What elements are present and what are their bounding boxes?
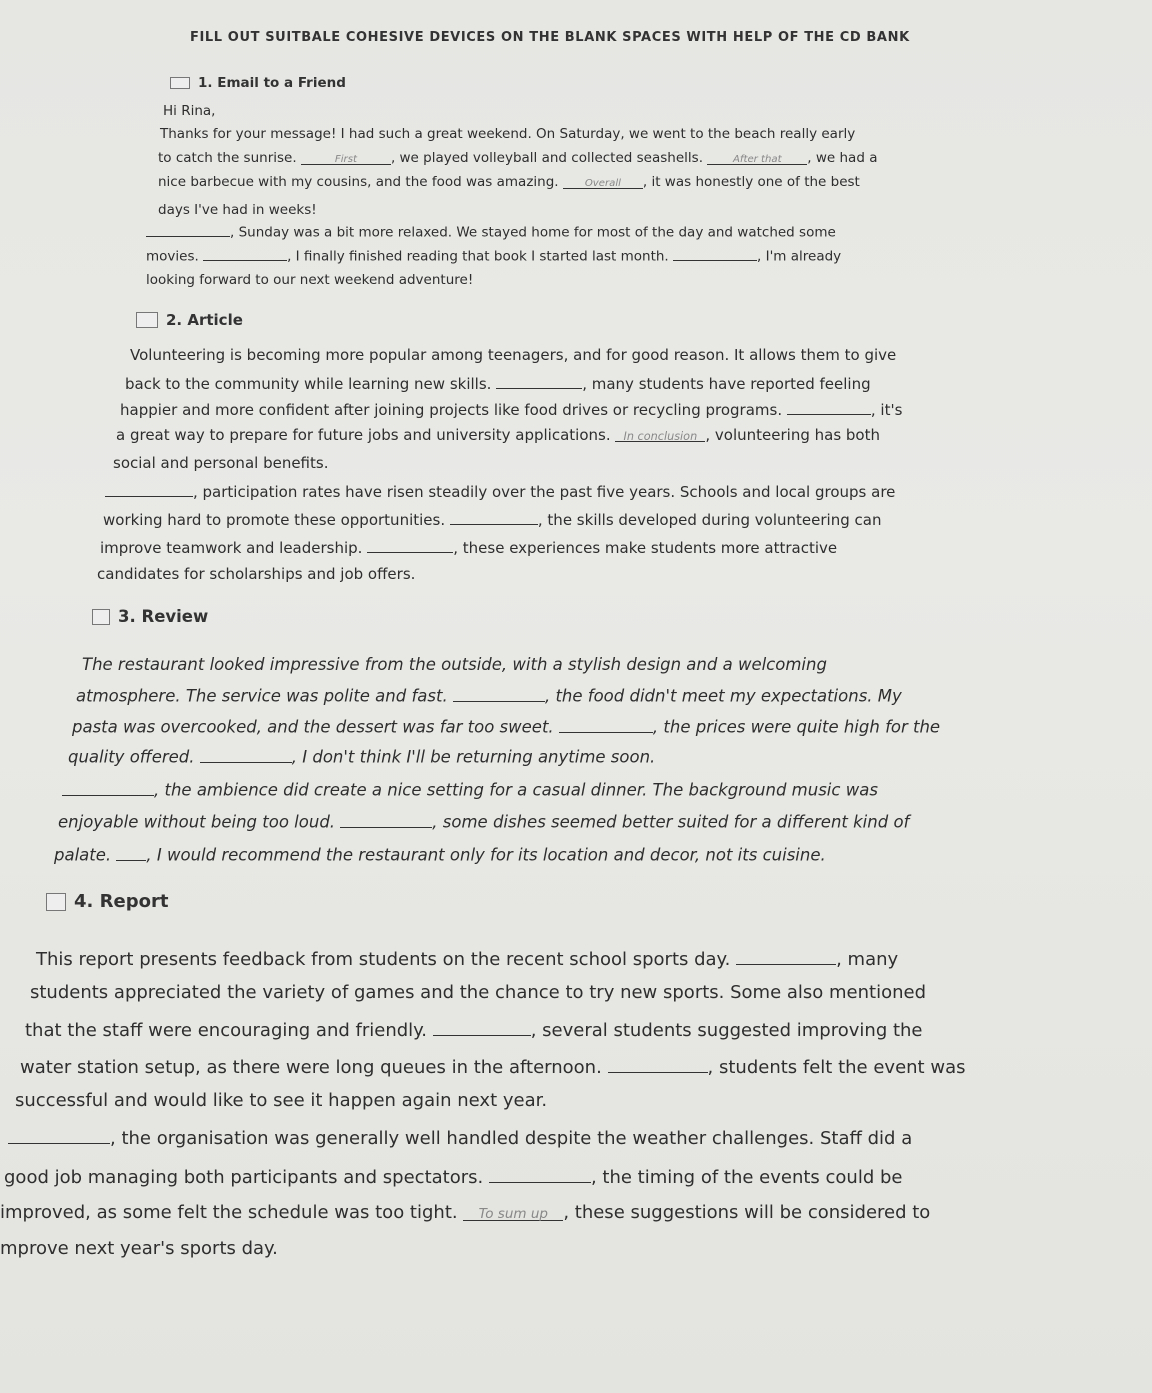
answer-blank[interactable] <box>433 1017 531 1036</box>
answer-blank[interactable] <box>62 778 154 796</box>
answer-blank[interactable]: In conclusion <box>615 430 705 442</box>
text: , participation rates have risen steadily over the past five years. Schools and local groups are <box>193 483 896 501</box>
text: , some dishes seemed better suited for a different kind of <box>432 812 910 832</box>
answer-blank[interactable] <box>203 246 287 261</box>
answer-blank[interactable] <box>787 399 871 415</box>
answer-blank[interactable] <box>559 715 653 733</box>
section-title: 3. Review <box>118 607 209 626</box>
text-line: social and personal benefits. <box>113 454 329 472</box>
text: , the timing of the events could be <box>590 1167 903 1188</box>
text-line <box>25 1017 923 1041</box>
text: , I don't think I'll be returning anytime soon. <box>291 747 656 767</box>
review-icon <box>92 609 110 625</box>
text-line <box>146 246 841 265</box>
text-line <box>20 1054 965 1078</box>
answer-blank[interactable]: To sum up <box>463 1206 563 1221</box>
text-line <box>36 946 898 970</box>
text: , the skills developed during volunteering can <box>537 511 882 529</box>
text-line <box>72 715 940 737</box>
text: improve teamwork and leadership. <box>100 539 363 557</box>
answer-blank[interactable] <box>608 1054 708 1073</box>
text: improved, as some felt the schedule was too tight. <box>0 1202 458 1223</box>
text: movies. <box>146 248 199 265</box>
text-line <box>158 174 860 190</box>
text: palate. <box>54 845 112 865</box>
section-heading-review <box>92 607 208 626</box>
text: This report presents feedback from students on the recent school sports day. <box>36 949 731 970</box>
text: , I finally finished reading that book I started last month. <box>287 248 669 265</box>
text-line <box>120 399 902 419</box>
text-line <box>62 778 878 800</box>
text: a great way to prepare for future jobs and university applications. <box>116 426 611 444</box>
text-line <box>158 150 877 166</box>
text-line: looking forward to our next weekend adventure! <box>146 272 474 288</box>
text: enjoyable without being too loud. <box>58 812 336 832</box>
text: , I would recommend the restaurant only for its location and decor, not its cuisine. <box>146 845 826 865</box>
text: , it's <box>870 401 903 419</box>
text-line: Thanks for your message! I had such a great weekend. On Saturday, we went to the beach really early <box>160 126 856 142</box>
section-title: 4. Report <box>74 891 169 912</box>
answer-blank[interactable] <box>8 1125 110 1144</box>
answer-blank[interactable] <box>496 373 582 389</box>
text: , Sunday was a bit more relaxed. We stayed home for most of the day and watched some <box>230 224 836 241</box>
text: quality offered. <box>68 747 195 767</box>
text-line <box>0 1202 930 1223</box>
text-line <box>146 222 836 241</box>
text-line: successful and would like to see it happen again next year. <box>15 1090 548 1111</box>
text-line: Volunteering is becoming more popular among teenagers, and for good reason. It allows them to give <box>130 346 897 364</box>
text-line <box>4 1164 903 1188</box>
text-line <box>54 843 826 865</box>
answer-blank[interactable]: After that <box>707 154 807 165</box>
text-line: candidates for scholarships and job offers. <box>97 565 416 583</box>
text: working hard to promote these opportunities. <box>103 511 446 529</box>
text: , we had a <box>807 150 878 166</box>
text: , several students suggested improving the <box>530 1020 923 1041</box>
text: , we played volleyball and collected seashells. <box>390 150 703 166</box>
email-icon <box>170 77 190 89</box>
text: , the food didn't meet my expectations. My <box>544 686 902 706</box>
text-line: mprove next year's sports day. <box>0 1238 278 1259</box>
text: , the organisation was generally well handled despite the weather challenges. Staff did a <box>110 1128 913 1149</box>
newspaper-icon <box>136 312 158 328</box>
answer-blank[interactable] <box>105 481 193 497</box>
worksheet-title: FILL OUT SUITBALE COHESIVE DEVICES ON THE BLANK SPACES WITH HELP OF THE CD BANK <box>190 30 910 45</box>
section-title: 1. Email to a Friend <box>198 75 346 91</box>
answer-blank[interactable] <box>340 810 432 828</box>
text: happier and more confident after joining projects like food drives or recycling programs. <box>120 401 783 419</box>
text: , the prices were quite high for the <box>652 717 941 737</box>
text-line: Hi Rina, <box>163 103 216 119</box>
text-line <box>76 684 902 706</box>
text: , it was honestly one of the best <box>642 174 860 190</box>
text: nice barbecue with my cousins, and the food was amazing. <box>158 174 559 190</box>
answer-blank[interactable] <box>736 946 836 965</box>
text-line <box>68 745 655 767</box>
text: good job managing both participants and spectators. <box>4 1167 484 1188</box>
text: to catch the sunrise. <box>158 150 297 166</box>
text-line <box>58 810 909 832</box>
answer-blank[interactable] <box>200 745 292 763</box>
section-title: 2. Article <box>166 311 243 329</box>
text: water station setup, as there were long queues in the afternoon. <box>20 1057 602 1078</box>
text: that the staff were encouraging and friendly. <box>25 1020 427 1041</box>
section-heading-report <box>46 891 168 912</box>
text-line: The restaurant looked impressive from the outside, with a stylish design and a welcoming <box>82 655 827 674</box>
answer-blank[interactable] <box>146 222 230 237</box>
text-line <box>103 509 881 529</box>
text-line: days I've had in weeks! <box>158 202 317 218</box>
text: pasta was overcooked, and the dessert was far too sweet. <box>72 717 554 737</box>
text-line <box>125 373 871 393</box>
answer-blank[interactable] <box>453 684 545 702</box>
text-line <box>100 537 837 557</box>
answer-blank[interactable]: Overall <box>563 178 643 189</box>
text: , volunteering has both <box>705 426 880 444</box>
text: , I'm already <box>757 248 842 265</box>
text-line: students appreciated the variety of games and the chance to try new sports. Some also mentioned <box>30 982 927 1003</box>
text-line <box>116 426 880 444</box>
text: , the ambience did create a nice setting for a casual dinner. The background music was <box>154 780 878 800</box>
section-heading-article <box>136 311 243 329</box>
answer-blank[interactable] <box>116 843 146 861</box>
answer-blank[interactable] <box>367 537 453 553</box>
answer-blank[interactable] <box>450 509 538 525</box>
text-line <box>8 1125 912 1149</box>
text: , these experiences make students more attractive <box>453 539 838 557</box>
answer-blank[interactable] <box>673 246 757 261</box>
answer-blank[interactable]: First <box>301 154 391 165</box>
text: , students felt the event was <box>707 1057 966 1078</box>
bar-chart-icon <box>46 893 66 911</box>
text: , many students have reported feeling <box>582 375 871 393</box>
text-line <box>105 481 895 501</box>
text: , many <box>836 949 899 970</box>
text: back to the community while learning new skills. <box>125 375 492 393</box>
text: atmosphere. The service was polite and fast. <box>76 686 448 706</box>
section-heading-email <box>170 75 346 91</box>
answer-blank[interactable] <box>489 1164 591 1183</box>
text: , these suggestions will be considered to <box>563 1202 931 1223</box>
